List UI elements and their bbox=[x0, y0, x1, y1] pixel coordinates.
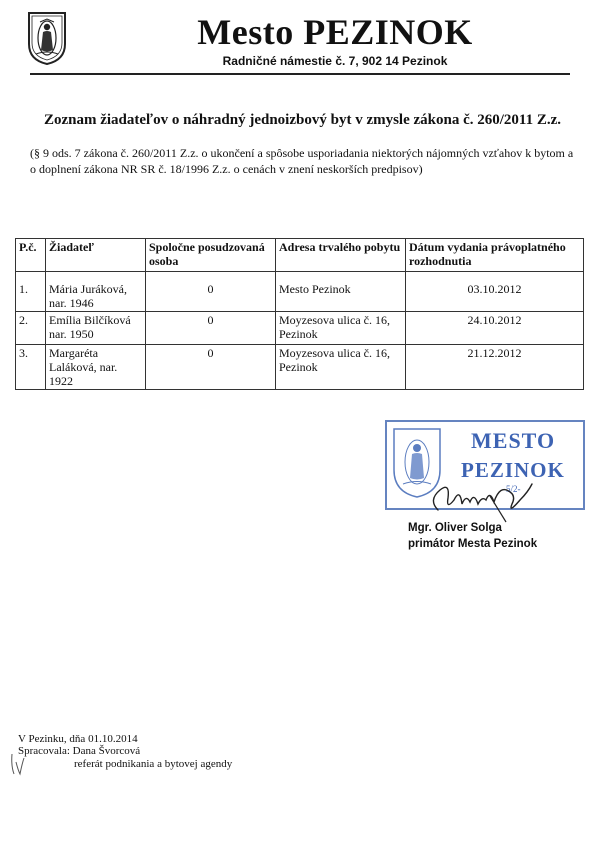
footer-processed-by: Spracovala: Dana Švorcová bbox=[18, 745, 141, 757]
permanent-address: Moyzesova ulica č. 16, Pezinok bbox=[276, 312, 406, 345]
applicants-table bbox=[15, 238, 584, 390]
town-address: Radničné námestie č. 7, 902 14 Pezinok bbox=[222, 54, 448, 68]
town-title: Mesto PEZINOK bbox=[197, 12, 473, 52]
stamp-text-line1: MESTO bbox=[471, 428, 556, 453]
stamp-text-line2: PEZINOK bbox=[461, 458, 565, 482]
header-divider bbox=[30, 73, 570, 75]
header-joint-person: Spoločne posudzovaná osoba bbox=[146, 239, 276, 272]
row-number: 2. bbox=[16, 312, 46, 345]
row-number: 3. bbox=[16, 345, 46, 390]
decision-date: 21.12.2012 bbox=[406, 345, 584, 390]
header-address: Adresa trvalého pobytu bbox=[276, 239, 406, 272]
table-row bbox=[16, 312, 584, 345]
applicant-name: Mária Juráková, nar. 1946 bbox=[46, 272, 146, 312]
header-applicant: Žiadateľ bbox=[46, 239, 146, 272]
town-crest-icon bbox=[26, 10, 68, 66]
decision-date: 03.10.2012 bbox=[406, 272, 584, 312]
joint-person-count: 0 bbox=[146, 312, 276, 345]
footer-department: referát podnikania a bytovej agendy bbox=[74, 758, 233, 770]
row-number: 1. bbox=[16, 272, 46, 312]
joint-person-count: 0 bbox=[146, 272, 276, 312]
table-row bbox=[16, 272, 584, 312]
handwritten-initials bbox=[8, 740, 30, 780]
document-subtitle: (§ 9 ods. 7 zákona č. 260/2011 Z.z. o ukončení a spôsobe usporiadania niektorých nájomných vzťahov k bytom a o doplnení zákona NR SR č. 18/1996 Z.z. o cenách v znení neskorších predpisov) bbox=[30, 146, 574, 176]
stamp-number: -5/2- bbox=[503, 484, 521, 494]
signatory-name: Mgr. Oliver Solga bbox=[408, 522, 502, 534]
joint-person-count: 0 bbox=[146, 345, 276, 390]
document-title: Zoznam žiadateľov o náhradný jednoizbový byt v zmysle zákona č. 260/2011 Z.z. bbox=[43, 112, 562, 128]
applicant-name: Margaréta Laláková, nar. 1922 bbox=[46, 345, 146, 390]
table-row bbox=[16, 345, 584, 390]
footer-place-date: V Pezinku, dňa 01.10.2014 bbox=[18, 733, 138, 745]
decision-date: 24.10.2012 bbox=[406, 312, 584, 345]
permanent-address: Mesto Pezinok bbox=[276, 272, 406, 312]
header-decision-date: Dátum vydania právoplatného rozhodnutia bbox=[406, 239, 584, 272]
applicant-name: Emília Bilčíková nar. 1950 bbox=[46, 312, 146, 345]
table-header-row bbox=[16, 239, 584, 272]
header-number: P.č. bbox=[16, 239, 46, 272]
signatory-title: primátor Mesta Pezinok bbox=[408, 538, 538, 550]
permanent-address: Moyzesova ulica č. 16, Pezinok bbox=[276, 345, 406, 390]
